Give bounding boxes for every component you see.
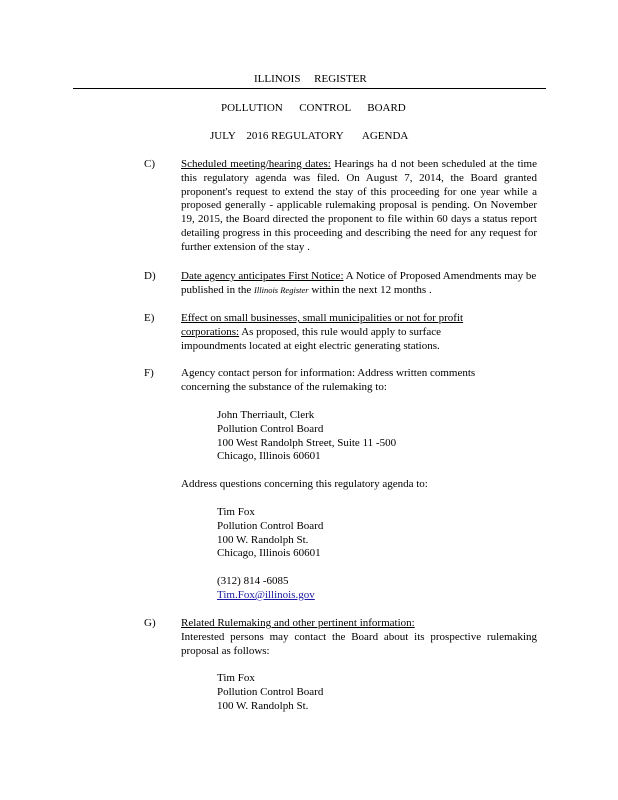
address-line: Pollution Control Board xyxy=(217,685,324,698)
contact-phone-email xyxy=(217,575,315,603)
section-f-label: F) xyxy=(144,367,154,379)
section-e-heading: Effect on small businesses, small municipalities or not for profit corporations: xyxy=(181,312,464,338)
section-e-text: As proposed, this rule would apply to surface impoundments located at eight electric generating stations. xyxy=(181,325,441,352)
section-g-heading-wrap xyxy=(181,617,537,631)
address-line: 100 W. Randolph St. xyxy=(217,699,309,712)
section-c-text: Hearings ha d not been scheduled at the time this regulatory agenda was filed. On August 7, 2014, the Board granted proponent's request to extend the stay of this proceeding for one year while a proposed generally - applicable rulemaking proposal is pending. On November 19, 2015, the Board directed the proponent to file within 60 days a status report detailing progress in this proceeding and describing the need for any request for further extension of the stay . xyxy=(181,158,537,253)
section-e-body xyxy=(181,312,491,353)
section-c-body xyxy=(181,158,537,255)
address-line: Pollution Control Board xyxy=(217,519,324,532)
section-g-label: G) xyxy=(144,617,156,629)
address-line: 100 West Randolph Street, Suite 11 -500 xyxy=(217,436,397,449)
address-line: Tim Fox xyxy=(217,672,255,684)
board-title: POLLUTION CONTROL BOARD xyxy=(221,102,406,114)
section-d-text-after: within the next 12 months . xyxy=(308,283,432,296)
contact-address-rulemaking xyxy=(217,672,323,713)
address-line: Chicago, Illinois 60601 xyxy=(217,450,321,463)
section-d-body xyxy=(181,270,537,298)
header-divider xyxy=(73,88,546,89)
section-g-text: Interested persons may contact the Board about its prospective rulemaking proposal as follows: xyxy=(181,631,537,657)
section-d-label: D) xyxy=(144,270,156,282)
address-line: 100 W. Randolph St. xyxy=(217,533,309,546)
address-line: Tim Fox xyxy=(217,506,255,518)
address-line: John Therriault, Clerk xyxy=(217,409,315,421)
phone-number: (312) 814 -6085 xyxy=(217,575,289,587)
contact-address-questions xyxy=(217,506,323,561)
section-f-text: Agency contact person for information: Address written comments concerning the substance of the rulemaking to: xyxy=(181,367,476,393)
section-c-label: C) xyxy=(144,158,155,170)
email-link[interactable]: Tim.Fox@illinois.gov xyxy=(217,588,315,601)
section-g-heading: Related Rulemaking and other pertinent information: xyxy=(181,617,415,629)
address-line: Pollution Control Board xyxy=(217,422,324,435)
address-line: Chicago, Illinois 60601 xyxy=(217,547,321,560)
section-e-label: E) xyxy=(144,312,155,324)
contact-address-clerk xyxy=(217,409,396,464)
illinois-register-italic: Illinois Register xyxy=(254,284,309,295)
register-title: ILLINOIS REGISTER xyxy=(254,73,367,85)
agenda-title: JULY 2016 REGULATORY AGENDA xyxy=(210,130,409,142)
section-d-text-before: A Notice of Proposed Amendments may be published in the xyxy=(181,270,537,296)
section-f-text2: Address questions concerning this regulatory agenda to: xyxy=(181,478,428,490)
section-c-heading: Scheduled meeting/hearing dates: xyxy=(181,158,331,170)
section-d-heading: Date agency anticipates First Notice: xyxy=(181,270,344,282)
